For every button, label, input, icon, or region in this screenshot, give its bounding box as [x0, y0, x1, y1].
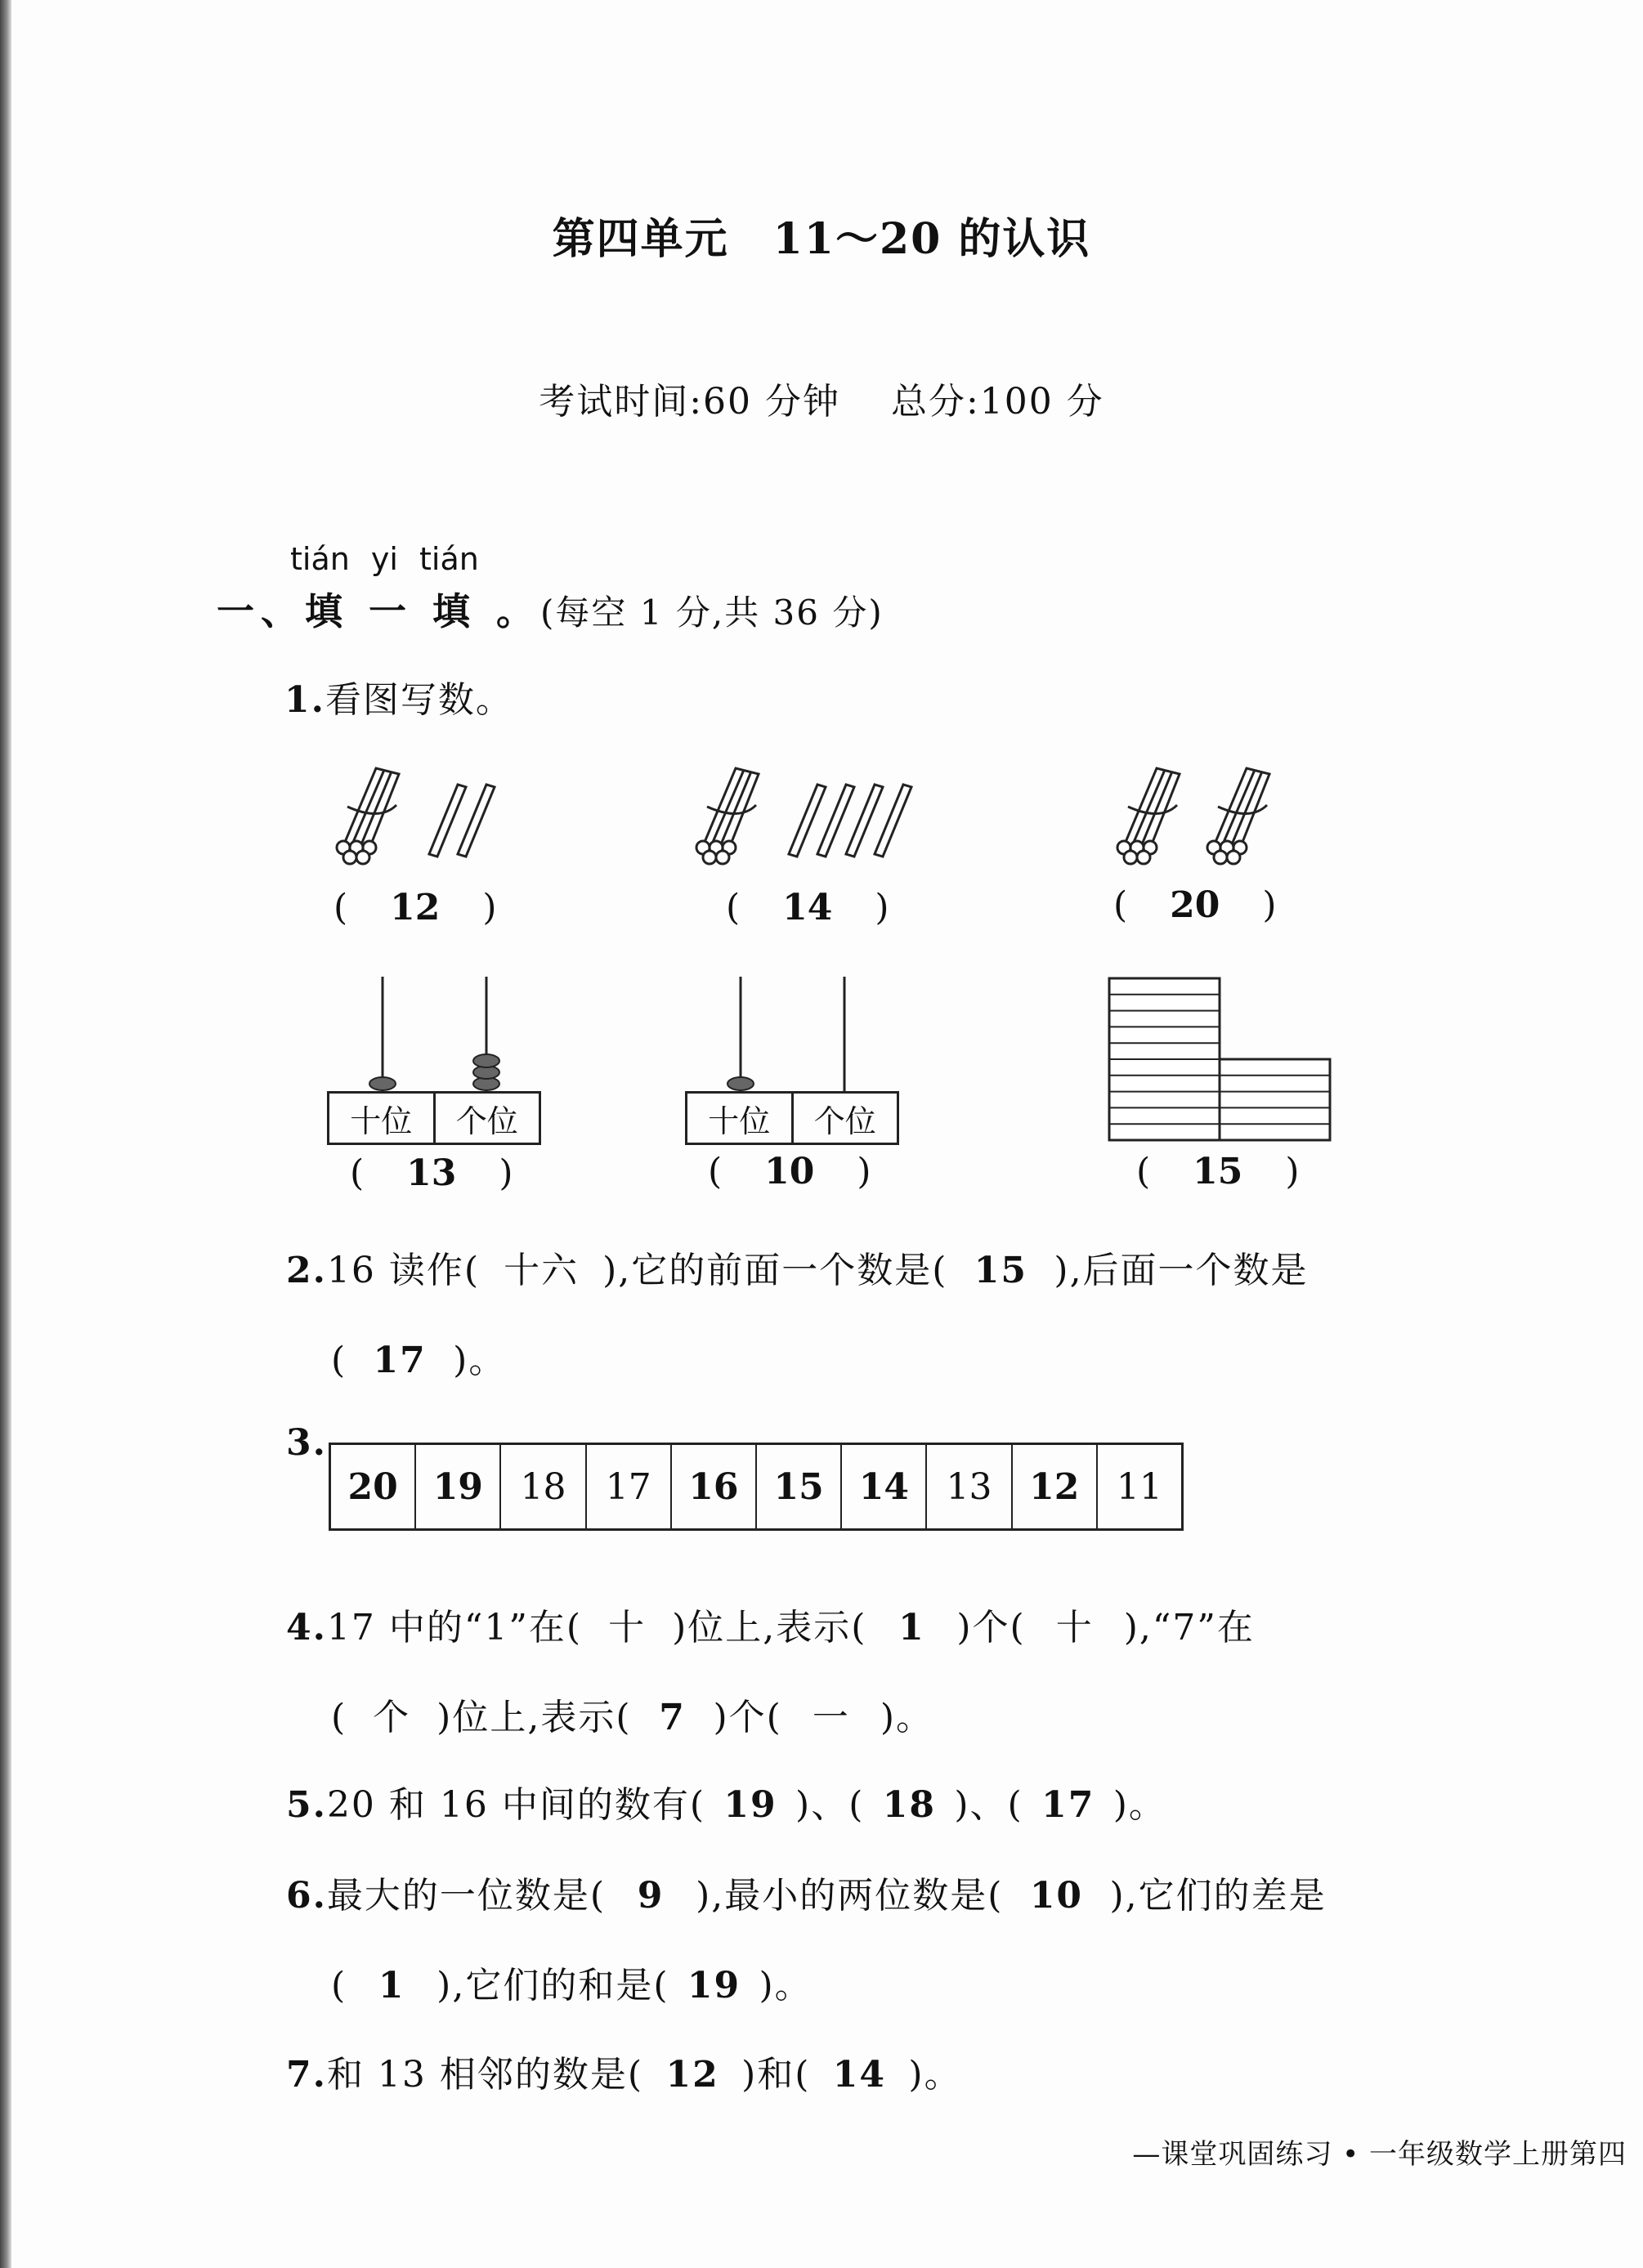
question-text: ),最小的两位数是( [696, 1875, 1004, 1917]
answer-value: 7 [659, 1697, 686, 1738]
abacus-2 [685, 977, 906, 1091]
answer-value: 14 [782, 887, 833, 928]
question-text: 看图写数。 [325, 679, 513, 721]
question-text: ( [331, 1340, 347, 1381]
stick-bundle-icon [1117, 768, 1180, 864]
question-text: )。 [453, 1340, 507, 1381]
exam-info: 考试时间:60 分钟 总分:100 分 [539, 381, 1104, 423]
question-text: ),“7”在 [1123, 1607, 1255, 1648]
answer-value: 14 [832, 2054, 887, 2096]
question-text: 最大的一位数是( [326, 1875, 607, 1917]
answer-value: 19 [687, 1965, 741, 2006]
section-score-note: (每空 1 分,共 36 分) [540, 593, 884, 633]
question-text: )位上,表示( [436, 1697, 632, 1738]
stick-bundle-figure-1 [319, 756, 531, 879]
answer-value: 10 [764, 1151, 815, 1192]
answer-value: 19 [723, 1784, 777, 1826]
question-text: 17 中的“1”在( [326, 1607, 583, 1648]
answer-value: 十 [1055, 1607, 1094, 1648]
place-value-box-1 [327, 1091, 541, 1145]
question-text: ),它们的差是 [1109, 1875, 1327, 1917]
question-4 [286, 1598, 1255, 1650]
question-number: 1. [284, 679, 325, 721]
stick-bundle-figure-3 [1099, 756, 1312, 879]
single-stick-icons [429, 785, 495, 857]
question-text: )。 [880, 1697, 934, 1738]
question-text: )位上,表示( [672, 1607, 867, 1648]
answer-value: 9 [637, 1875, 665, 1917]
question-text: ),后面一个数是 [1054, 1250, 1309, 1291]
sequence-cell: 18 [501, 1445, 586, 1528]
ones-label: 个位 [813, 1103, 876, 1139]
page-edge [0, 0, 11, 2268]
sequence-cell: 11 [1116, 1465, 1162, 1508]
sequence-cell: 17 [587, 1445, 672, 1528]
abacus-bead-icon [369, 1077, 396, 1090]
question-number: 7. [286, 2054, 327, 2096]
question-text: )。 [1112, 1784, 1166, 1826]
tens-label: 十位 [687, 1094, 794, 1143]
question-text: )。 [759, 1965, 813, 2006]
answer-value: 1 [378, 1965, 405, 2006]
answer-value: 个 [373, 1697, 411, 1738]
sequence-cell: 19 [416, 1445, 501, 1528]
question-text: ( [331, 1697, 347, 1738]
answer-caption-5: ( 10 ) [708, 1151, 871, 1192]
abacus-bead-icon [727, 1077, 754, 1090]
stick-bundle-icon [1207, 768, 1269, 864]
question-4-line-2 [331, 1688, 933, 1740]
answer-value: 15 [1193, 1151, 1243, 1192]
question-2 [286, 1241, 1309, 1293]
answer-value: 17 [1041, 1784, 1095, 1826]
answer-value: 1 [898, 1607, 925, 1648]
ones-label: 个位 [455, 1103, 518, 1139]
answer-value: 一 [812, 1697, 850, 1738]
question-number: 3. [286, 1422, 327, 1464]
answer-caption-3: ( 20 ) [1113, 884, 1277, 926]
sequence-cell: 15 [757, 1445, 842, 1528]
question-1 [284, 670, 513, 722]
sequence-cell: 14 [842, 1445, 927, 1528]
number-sequence-table [329, 1443, 1184, 1531]
place-value-box-2 [685, 1091, 899, 1145]
stick-bundle-icon [696, 768, 759, 864]
tens-label: 十位 [329, 1094, 436, 1143]
answer-value: 13 [406, 1152, 457, 1194]
answer-value: 18 [882, 1784, 936, 1826]
question-5 [286, 1775, 1166, 1827]
question-number: 4. [286, 1607, 327, 1648]
question-text: )。 [908, 2054, 962, 2096]
question-number: 6. [286, 1875, 327, 1917]
answer-value: 十六 [504, 1250, 580, 1291]
answer-value: 15 [974, 1250, 1028, 1291]
section-heading [217, 582, 884, 636]
question-3 [286, 1422, 327, 1464]
question-number: 5. [286, 1784, 327, 1826]
question-text: ( [331, 1965, 347, 2006]
question-text: )个( [713, 1697, 782, 1738]
sequence-cell: 20 [331, 1445, 416, 1528]
question-text: )、( [954, 1784, 1023, 1826]
answer-value: 10 [1029, 1875, 1084, 1917]
question-text: 20 和 16 中间的数有( [326, 1784, 706, 1826]
answer-caption-1: ( 12 ) [334, 887, 497, 928]
question-text: 16 读作( [326, 1250, 481, 1291]
answer-value: 12 [390, 887, 441, 928]
question-text: ),它们的和是( [436, 1965, 669, 2006]
answer-value: 十 [608, 1607, 647, 1648]
question-number: 2. [286, 1250, 327, 1291]
section-heading-text: 一、填 一 填 。 [217, 589, 541, 633]
question-6 [286, 1866, 1327, 1918]
page-footer: —课堂巩固练习 • 一年级数学上册第四 [1132, 2138, 1627, 2171]
abacus-1 [327, 977, 548, 1091]
answer-caption-6: ( 15 ) [1136, 1151, 1300, 1192]
page-title: 第四单元 11～20 的认识 [552, 214, 1091, 264]
strip-stack-figure [1108, 977, 1336, 1144]
question-6-line-2 [331, 1956, 813, 2008]
stick-bundle-figure-2 [678, 756, 948, 879]
question-7 [286, 2045, 962, 2097]
answer-caption-4: ( 13 ) [350, 1152, 513, 1194]
question-text: ),它的前面一个数是( [602, 1250, 948, 1291]
question-text: )、( [795, 1784, 865, 1826]
single-stick-icons [789, 785, 911, 857]
answer-value: 20 [1170, 884, 1220, 926]
answer-caption-2: ( 14 ) [726, 887, 889, 928]
sequence-cell: 13 [927, 1445, 1012, 1528]
question-text: 和 13 相邻的数是( [326, 2054, 644, 2096]
stick-bundle-icon [337, 768, 399, 864]
sequence-cell: 12 [1013, 1445, 1098, 1528]
answer-value: 17 [373, 1340, 427, 1381]
question-2-line-2 [331, 1331, 506, 1383]
section-pinyin: tián yi tián [290, 541, 479, 577]
sequence-cell: 16 [672, 1445, 757, 1528]
abacus-bead-icon [473, 1054, 499, 1067]
answer-value: 12 [665, 2054, 719, 2096]
question-text: )和( [741, 2054, 811, 2096]
question-text: )个( [956, 1607, 1026, 1648]
